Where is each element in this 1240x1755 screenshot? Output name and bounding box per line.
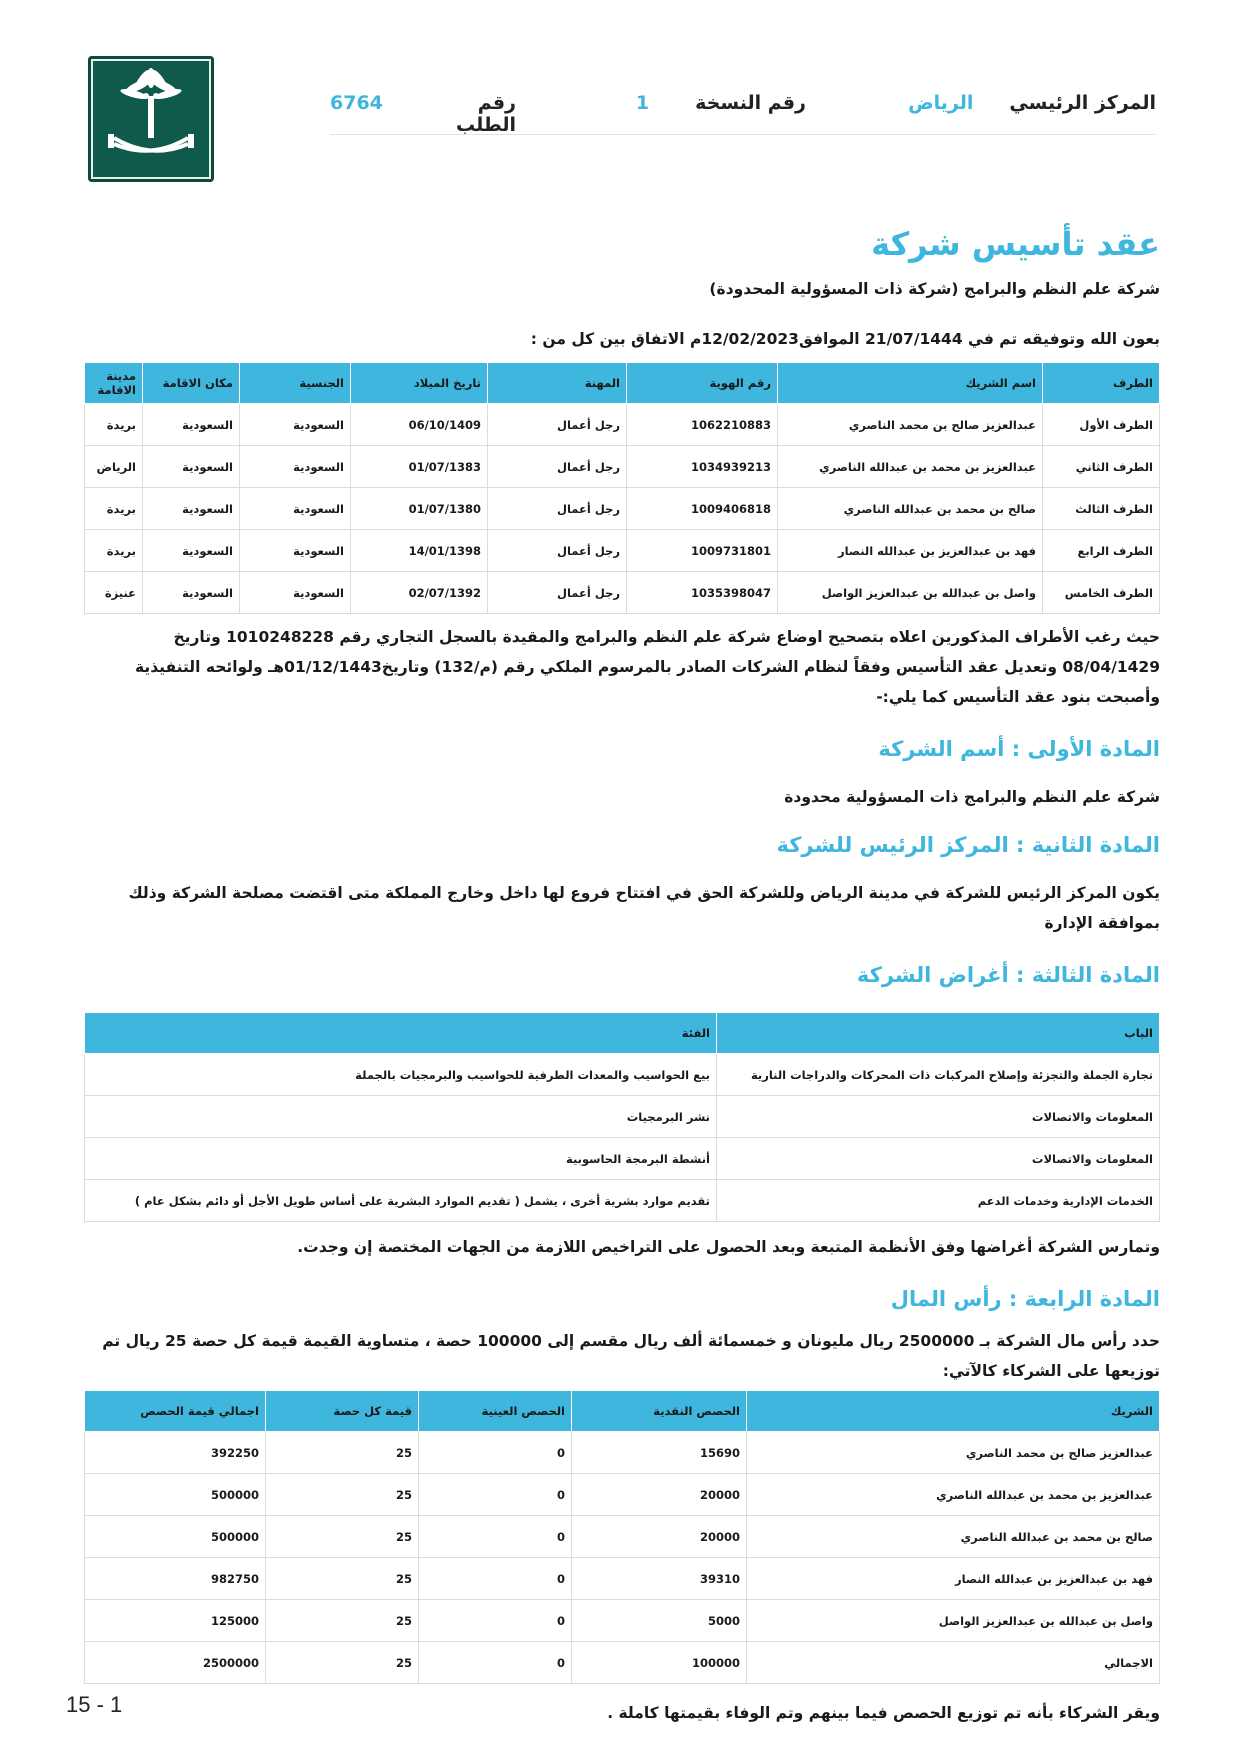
table-cell: 1034939213 — [627, 446, 778, 488]
table-row — [85, 1054, 1160, 1096]
document-title: عقد تأسيس شركة — [871, 225, 1160, 263]
table-cell: تجارة الجملة والتجزئة وإصلاح المركبات ذات المحركات والدراجات النارية — [717, 1054, 1160, 1096]
parties-col-header: اسم الشريك — [778, 363, 1043, 404]
table-cell: فهد بن عبدالعزيز بن عبدالله النصار — [778, 530, 1043, 572]
document-header — [330, 84, 1156, 135]
request-value: 6764 — [330, 92, 383, 114]
table-cell: 25 — [266, 1432, 419, 1474]
table-cell: 100000 — [572, 1642, 747, 1684]
table-cell: الطرف الرابع — [1043, 530, 1160, 572]
table-cell: رجل أعمال — [488, 530, 627, 572]
table-cell: السعودية — [240, 530, 351, 572]
table-cell: 25 — [266, 1642, 419, 1684]
table-cell: 0 — [419, 1474, 572, 1516]
table-row — [85, 572, 1160, 614]
parties-col-header: الطرف — [1043, 363, 1160, 404]
intro-text: بعون الله وتوفيقه تم في 21/07/1444 الموافق12/02/2023م الاتفاق بين كل من : — [530, 330, 1160, 348]
table-cell: 0 — [419, 1642, 572, 1684]
table-cell: بريدة — [85, 488, 143, 530]
parties-table — [84, 362, 1160, 614]
table-cell: السعودية — [143, 488, 240, 530]
table-cell: رجل أعمال — [488, 572, 627, 614]
center-value: الرياض — [908, 92, 974, 114]
table-row — [85, 1474, 1160, 1516]
whereas-paragraph: حيث رغب الأطراف المذكورين اعلاه بتصحيح اوضاع شركة علم النظم والبرامج والمقيدة بالسجل التجاري رقم 1010248228 وتاريخ 08/04/1429 وتعديل عقد التأسيس وفقاً لنظام الشركات الصادر بالمرسوم الملكي رقم (م/132) وتاريخ01/12/1443هـ ولوائحه التنفيذية وأصبحت بنود عقد التأسيس كما يلي:- — [135, 628, 1160, 706]
table-cell: الطرف الأول — [1043, 404, 1160, 446]
table-total-row — [85, 1642, 1160, 1684]
table-row — [85, 1558, 1160, 1600]
table-cell: بيع الحواسيب والمعدات الطرفية للحواسيب والبرمجيات بالجملة — [85, 1054, 717, 1096]
table-cell: السعودية — [143, 572, 240, 614]
table-row — [85, 404, 1160, 446]
article2-text: يكون المركز الرئيس للشركة في مدينة الرياض وللشركة الحق في افتتاح فروع لها داخل وخارج المملكة متى اقتضت مصلحة الشركة وذلك بموافقة الإدارة — [128, 884, 1160, 932]
table-cell: السعودية — [143, 530, 240, 572]
table-row — [85, 446, 1160, 488]
copy-label: رقم النسخة — [695, 92, 806, 114]
table-row — [85, 1600, 1160, 1642]
table-cell: فهد بن عبدالعزيز بن عبدالله النصار — [747, 1558, 1160, 1600]
table-cell: السعودية — [143, 404, 240, 446]
parties-col-header: مدينة الاقامة — [85, 363, 143, 404]
capital-table — [84, 1390, 1160, 1684]
parties-header-row — [85, 363, 1160, 404]
table-cell: 14/01/1398 — [351, 530, 488, 572]
table-cell: 5000 — [572, 1600, 747, 1642]
table-row — [85, 1096, 1160, 1138]
table-row — [85, 1180, 1160, 1222]
table-cell: رجل أعمال — [488, 404, 627, 446]
table-cell: رجل أعمال — [488, 446, 627, 488]
table-cell: صالح بن محمد بن عبدالله الناصري — [778, 488, 1043, 530]
parties-col-header: رقم الهوية — [627, 363, 778, 404]
purposes-col-header: الفئة — [85, 1013, 717, 1054]
article1-text: شركة علم النظم والبرامج ذات المسؤولية محدودة — [784, 788, 1160, 806]
table-cell: 39310 — [572, 1558, 747, 1600]
table-cell: بريدة — [85, 530, 143, 572]
table-cell: 25 — [266, 1474, 419, 1516]
table-cell: 1009406818 — [627, 488, 778, 530]
table-cell: 25 — [266, 1558, 419, 1600]
table-cell: 25 — [266, 1516, 419, 1558]
table-cell: تقديم موارد بشرية أخرى ، يشمل ( تقديم الموارد البشرية على أساس طويل الأجل أو دائم بشكل عام ) — [85, 1180, 717, 1222]
parties-col-header: المهنة — [488, 363, 627, 404]
table-cell: 0 — [419, 1600, 572, 1642]
table-cell: 06/10/1409 — [351, 404, 488, 446]
table-cell: السعودية — [240, 404, 351, 446]
copy-value: 1 — [635, 92, 650, 114]
table-cell: 500000 — [85, 1474, 266, 1516]
purposes-table — [84, 1012, 1160, 1222]
table-row — [85, 1138, 1160, 1180]
table-cell: عبدالعزيز بن محمد بن عبدالله الناصري — [747, 1474, 1160, 1516]
table-cell: الطرف الثاني — [1043, 446, 1160, 488]
table-cell: واصل بن عبدالله بن عبدالعزيز الواصل — [747, 1600, 1160, 1642]
table-cell: عبدالعزيز صالح بن محمد الناصري — [778, 404, 1043, 446]
capital-header-row — [85, 1391, 1160, 1432]
table-cell: نشر البرمجيات — [85, 1096, 717, 1138]
table-cell: 982750 — [85, 1558, 266, 1600]
article4-title: المادة الرابعة : رأس المال — [890, 1287, 1160, 1311]
table-cell: المعلومات والاتصالات — [717, 1096, 1160, 1138]
table-row — [85, 1432, 1160, 1474]
table-cell: عنيزة — [85, 572, 143, 614]
table-cell: السعودية — [240, 446, 351, 488]
table-cell: الخدمات الإدارية وخدمات الدعم — [717, 1180, 1160, 1222]
table-cell: السعودية — [143, 446, 240, 488]
table-cell: الرياض — [85, 446, 143, 488]
capital-col-header: الحصص العينية — [419, 1391, 572, 1432]
capital-col-header: الشريك — [747, 1391, 1160, 1432]
table-cell: 0 — [419, 1432, 572, 1474]
table-cell: 1009731801 — [627, 530, 778, 572]
purposes-col-header: الباب — [717, 1013, 1160, 1054]
table-cell: 392250 — [85, 1432, 266, 1474]
article2-title: المادة الثانية : المركز الرئيس للشركة — [776, 833, 1160, 857]
table-row — [85, 530, 1160, 572]
article1-title: المادة الأولى : أسم الشركة — [878, 737, 1160, 761]
table-cell: 01/07/1383 — [351, 446, 488, 488]
capital-col-header: قيمة كل حصة — [266, 1391, 419, 1432]
parties-col-header: مكان الاقامة — [143, 363, 240, 404]
parties-col-header: الجنسية — [240, 363, 351, 404]
capital-col-header: الحصص النقدية — [572, 1391, 747, 1432]
parties-col-header: تاريخ الميلاد — [351, 363, 488, 404]
table-cell: 1062210883 — [627, 404, 778, 446]
center-label: المركز الرئيسي — [1009, 92, 1156, 114]
table-cell: 02/07/1392 — [351, 572, 488, 614]
table-cell: 2500000 — [85, 1642, 266, 1684]
table-cell: بريدة — [85, 404, 143, 446]
purposes-header-row — [85, 1013, 1160, 1054]
request-label: رقم الطلب — [455, 92, 516, 136]
table-cell: 0 — [419, 1558, 572, 1600]
table-cell: الاجمالي — [747, 1642, 1160, 1684]
table-cell: 500000 — [85, 1516, 266, 1558]
table-cell: واصل بن عبدالله بن عبدالعزيز الواصل — [778, 572, 1043, 614]
article3-note: وتمارس الشركة أغراضها وفق الأنظمة المتبعة وبعد الحصول على التراخيص اللازمة من الجهات المختصة إن وجدت. — [297, 1238, 1160, 1256]
table-cell: 15690 — [572, 1432, 747, 1474]
table-cell: 01/07/1380 — [351, 488, 488, 530]
table-cell: السعودية — [240, 572, 351, 614]
article3-title: المادة الثالثة : أغراض الشركة — [856, 963, 1160, 987]
table-cell: 20000 — [572, 1474, 747, 1516]
table-row — [85, 1516, 1160, 1558]
table-cell: عبدالعزيز بن محمد بن عبدالله الناصري — [778, 446, 1043, 488]
table-cell: 1035398047 — [627, 572, 778, 614]
table-cell: 125000 — [85, 1600, 266, 1642]
table-cell: 25 — [266, 1600, 419, 1642]
table-cell: 0 — [419, 1516, 572, 1558]
table-cell: السعودية — [240, 488, 351, 530]
table-cell: رجل أعمال — [488, 488, 627, 530]
page-number: 15 - 1 — [66, 1692, 123, 1717]
table-cell: المعلومات والاتصالات — [717, 1138, 1160, 1180]
capital-col-header: اجمالي قيمة الحصص — [85, 1391, 266, 1432]
company-subtitle: شركة علم النظم والبرامج (شركة ذات المسؤولية المحدودة) — [709, 280, 1160, 298]
saudi-emblem-logo — [88, 56, 214, 182]
table-cell: الطرف الخامس — [1043, 572, 1160, 614]
document-body — [84, 222, 1160, 1728]
table-cell: صالح بن محمد بن عبدالله الناصري — [747, 1516, 1160, 1558]
table-cell: أنشطة البرمجة الحاسوبية — [85, 1138, 717, 1180]
table-row — [85, 488, 1160, 530]
table-cell: عبدالعزيز صالح بن محمد الناصري — [747, 1432, 1160, 1474]
table-cell: الطرف الثالث — [1043, 488, 1160, 530]
article4-closing: ويقر الشركاء بأنه تم توزيع الحصص فيما بينهم وتم الوفاء بقيمتها كاملة . — [607, 1704, 1160, 1722]
saudi-emblem-icon — [88, 56, 214, 182]
article4-text: حدد رأس مال الشركة بـ 2500000 ريال مليونان و خمسمائة ألف ريال مقسم إلى 100000 حصة ، متساوية القيمة قيمة كل حصة 25 ريال تم توزيعها على الشركاء كالآتي: — [102, 1332, 1160, 1380]
table-cell: 20000 — [572, 1516, 747, 1558]
